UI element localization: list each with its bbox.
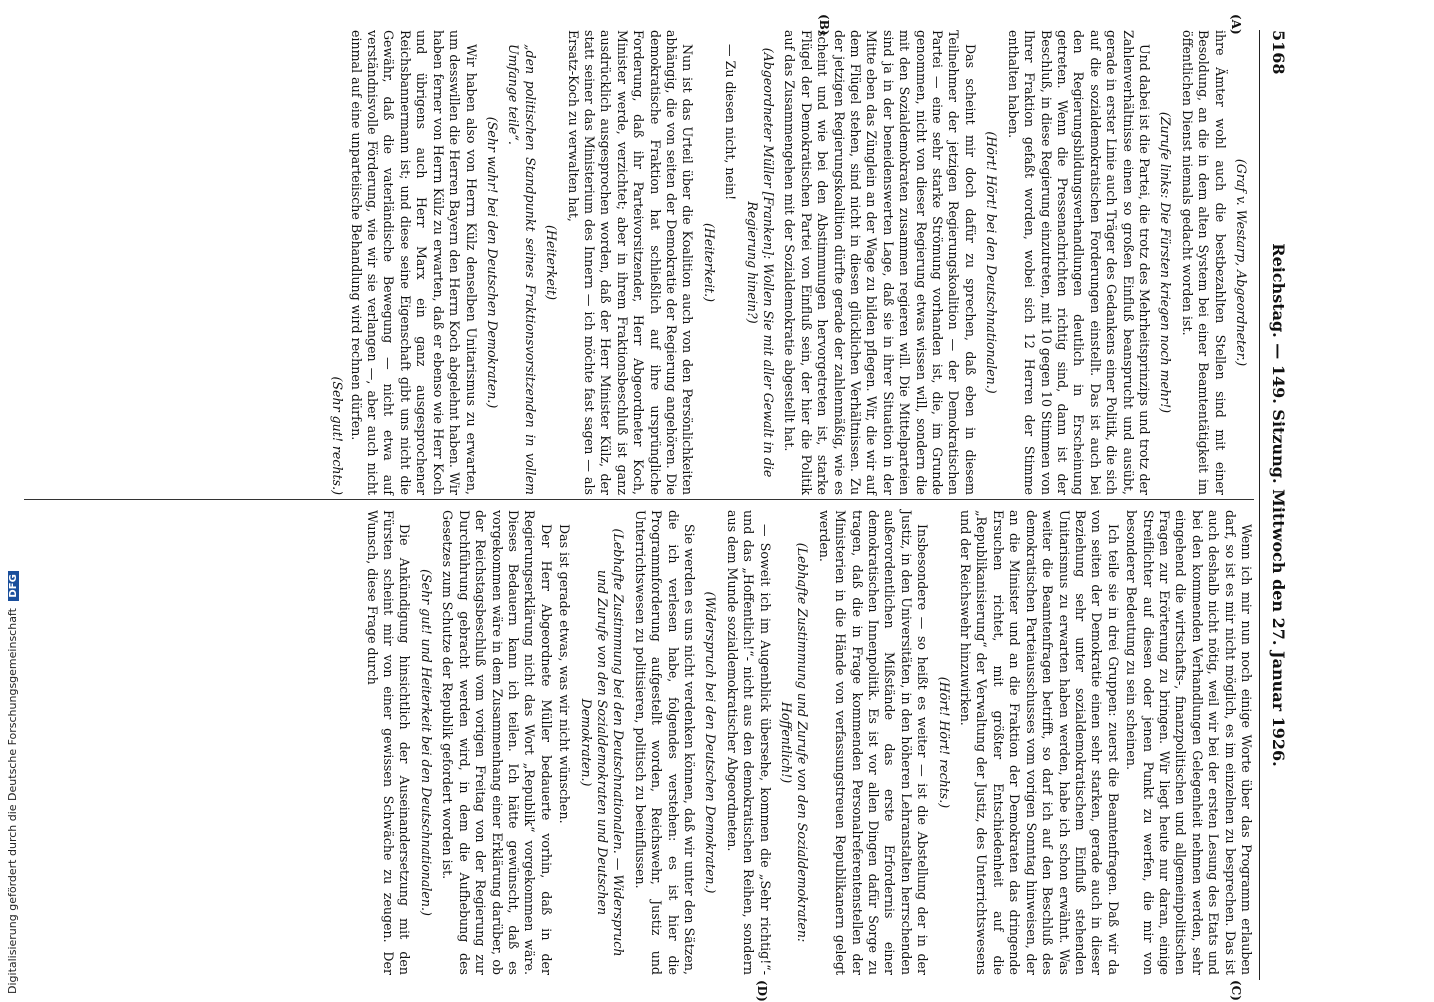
interjection: (Zurufe links: Die Fürsten kriegen noch mehr!)	[1158, 111, 1174, 414]
paragraph: Insbesondere — so heißt es weiter — ist die Abstellung der in der Justiz, in den Universitäten, in den höheren Lehranstalten herrschenden außerordentlichen Mißstände das erste Erfordernis einer demokratischen Innenpolitik. Es ist vor allen Dingen dafür Sorge zu tragen, daß die in Frage kommenden Personalreferentenstellen der Ministerien in die Hände von verfassungstreuen Republikanern gelegt werden.	[816, 510, 931, 975]
paragraph: — Soweit ich im Augenblick übersehe, kommen die „Sehr richtig!“- und das „Hoffentlich!“- nicht aus den demokratischen Reihen, sondern aus dem Munde sozialdemokratischer Abgeordneten.	[724, 510, 773, 975]
interjection: (Sehr wahr! bei den Deutschen Demokraten.)	[484, 116, 500, 409]
credit-text: Digitalisierung gefördert durch die Deutsche Forschungsgemeinschaft	[6, 608, 19, 994]
interjection: (Hört! Hört! bei den Deutschnationalen.)	[984, 131, 1000, 394]
interjection: (Sehr gut! rechts.)	[330, 376, 346, 495]
paragraph: Wir haben also von Herrn Külz denselben Unitarismus zu erwarten, um desswillen die Herren Bayern den Herrn Koch abgelehnt haben. Wir haben ferner von Herrn Külz zu erwarten, daß er ebenso wie Herr Koch und übrigens auch Herr Marx ein ganz ausgesprochener Reichsbannermann ist; und diese seine Eigenschaft gibt uns nicht die Gewähr, daß die vaterländische Bewegung — nicht etwa auf verständnisvolle Förderung, wie wir sie verlangen —, aber auch nicht einmal auf eine unparteiische Behandlung wird rechnen dürfen.	[348, 30, 479, 495]
digitization-credit	[6, 571, 19, 994]
page-number: 5168	[1269, 30, 1288, 75]
interjection: (Widerspruch bei den Deutschen Demokraten.)	[703, 591, 719, 894]
margin-marker-a: (A)	[1229, 14, 1243, 35]
paragraph: Nun ist das Urteil über die Koalition auch von den Persönlichkeiten abhängig, die von seiten der Demokratie der Regierung angehören. Die demokratische Fraktion hat schließlich auf ihre ursprüngliche Forderung, daß ihr Parteivorsitzender, Herr Abgeordneter Koch, Minister werde, verzichtet; aber in ihrem Fraktionsbeschluß ist ganz ausdrücklich ausgesprochen worden, daß der Herr Minister Külz, der statt seiner das Ministerium des Innern — ich möchte fast sagen — als Ersatz-Koch zu verwalten hat,	[565, 30, 696, 495]
paragraph: Sie werden es uns nicht verdenken können, daß wir unter den Sätzen, die ich verlesen habe, folgendes verstehen: es ist hier die Programmforderung aufgestellt worden, Reichswehr, Justiz und Unterrichtswesen zu politisieren, politisch zu beeinflussen.	[632, 510, 697, 975]
paragraph: Ich teile sie in drei Gruppen: zuerst die Beamtenfragen. Daß wir da von seiten der Demokratie einen sehr starken, gerade auch in dieser Beziehung sehr unter sozialdemokratischem Einfluß stehenden Unitarismus zu erwarten haben werden, habe ich schon erwähnt. Was weiter die Beamtenfragen betrifft, so darf ich auf den Beschluß des demokratischen Parteiausschusses vom vorigen Sonntag hinweisen, der an die Minister und an die Fraktion der Demokraten das dringende Ersuchen richtet, mit größter Entschiedenheit auf die „Republikanisierung“ der Verwaltung der Justiz, des Unterrichtswesens und der Reichswehr hinzuwirken.	[958, 510, 1121, 975]
interjection: (Heiterkeit.)	[701, 223, 717, 302]
margin-marker-b: (B)	[817, 14, 831, 36]
dfg-logo: DFG	[8, 571, 19, 600]
header-rule	[1259, 30, 1260, 980]
paragraph: Und dabei ist die Partei, die trotz des Mehrheitsprinzips und trotz der Zahlenverhältnisse einen so großen Einfluß beansprucht und ausübt, gerade in erster Linie auch Träger des Gedankens einer Politik, die sich auf die sozialdemokratischen Forderungen einstellt. Das ist auch bei den Regierungsbildungsverhandlungen deutlich in Erscheinung getreten. Wenn die Pressenachrichten richtig sind, dann ist der Beschluß, in diese Regierung einzutreten, mit 10 gegen 10 Stimmen von Ihrer Fraktion gefaßt worden, wobei sich 12 Herren der Stimme enthalten haben.	[1005, 30, 1152, 495]
page-header	[1262, 30, 1290, 980]
speaker-label: (Graf v. Westarp, Abgeordneter.)	[1234, 158, 1249, 367]
interjection: (Heiterkeit)	[544, 225, 560, 300]
margin-marker-c: (C)	[1229, 980, 1243, 1001]
paragraph: Wenn ich mir nun noch einige Worte über das Programm erlauben darf, so ist es mir nicht möglich, es im einzelnen zu besprechen. Das ist auch deshalb nicht nötig, weil wir bei der ersten Lesung des Etats und bei den kommenden Verhandlungen Gelegenheit nehmen werden, sehr eingehend die wirtschafts-, finanzpolitischen und allgemeinpolitischen Fragen zur Erörterung zu bringen. Wir liegt heute nur daran, einige Streiflichter auf diesen oder jenen Punkt zu werfen, die mir von besonderer Bedeutung zu sein scheinen.	[1124, 510, 1254, 975]
paragraph: Die Ankündigung hinsichtlich der Auseinandersetzung mit den Fürsten scheint mir von einer gewissen Schwäche zu zeugen. Der Wunsch, diese Frage durch	[364, 510, 413, 975]
paragraph: ihre Ämter wohl auch die bestbezahlten Stellen sind mit einer Besoldung, an die in dem alten System bei einer Beamtentätigkeit im öffentlichen Dienst niemals gedacht worden ist.	[1179, 30, 1228, 495]
left-column	[325, 30, 1254, 495]
paragraph: Das ist gerade etwas, was wir nicht wünschen.	[557, 524, 573, 824]
interjection: (Lebhafte Zustimmung und Zurufe von den Sozialdemokraten: Hoffentlich!)	[779, 542, 811, 943]
quotation: „den politischen Standpunkt seines Fraktionsvorsitzenden in vollem Umfange teile“.	[506, 44, 538, 495]
interjection: (Sehr gut! und Heiterkeit bei den Deutschnationalen.)	[418, 569, 434, 916]
interjection: (Hört! Hört! rechts.)	[936, 676, 952, 809]
right-column	[361, 510, 1254, 975]
paragraph: Der Herr Abgeordnete Müller bedauerte vorhin, daß in der Regierungserklärung nicht das Wort „Republik“ vorgekommen wäre. Dieses Bedauern kann ich teilen. Ich hätte gewünscht, daß es vorgekommen wäre in dem Zusammenhang einer Erklärung darüber, ob der Reichstagsbeschluß vom vorigen Freitag von der Regierung zur Durchführung gebracht werden wird, in dem die Aufhebung des Gesetzes zum Schutze der Republik gefordert worden ist.	[440, 510, 554, 975]
page-title: Reichstag. — 149. Sitzung. Mittwoch den 27. Januar 1926.	[1269, 243, 1288, 767]
margin-marker-d: (D)	[755, 980, 769, 1002]
column-divider	[24, 499, 1254, 500]
paragraph: — Zu diesen nicht, nein!	[723, 44, 739, 201]
interjection: (Abgeordneter Müller [Franken]: Wollen Sie mit aller Gewalt in die Regierung hinein?)	[744, 47, 777, 478]
paragraph: Das scheint mir doch dafür zu sprechen, daß eben in diesem Teilnehmer der jetzigen Regierungskoalition — der Demokratischen Partei — eine sehr starke Strömung vorhanden ist, die, im Grunde genommen, nicht von dieser Regierung etwas wissen will, sondern die mit den Sozialdemokraten zusammen regieren will. Die Mittelparteien sind ja in der beneidenswerten Lage, daß sie in ihrer Situation in der Mitte eben das Zünglein an der Wage zu bilden pflegen. Wir, die wir auf dem Flügel stehen, sind nicht in diesen glücklichen Verhältnissen. Zu der jetzigen Regierungskoalition dürfte gerade der zahlenmäßig, wie es scheint und wie bei den Abstimmungen hervorgetreten ist, starke Flügel der Demokratischen Partei von Einfluß sein, der hier die Politik auf das Zusammengehen mit der Sozialdemokratie abgestellt hat.	[782, 30, 978, 495]
interjection: (Lebhafte Zustimmung bei den Deutschnationalen. — Widerspruch und Zurufe von den Sozialdemokraten und Deutschen Demokraten.)	[578, 528, 627, 957]
